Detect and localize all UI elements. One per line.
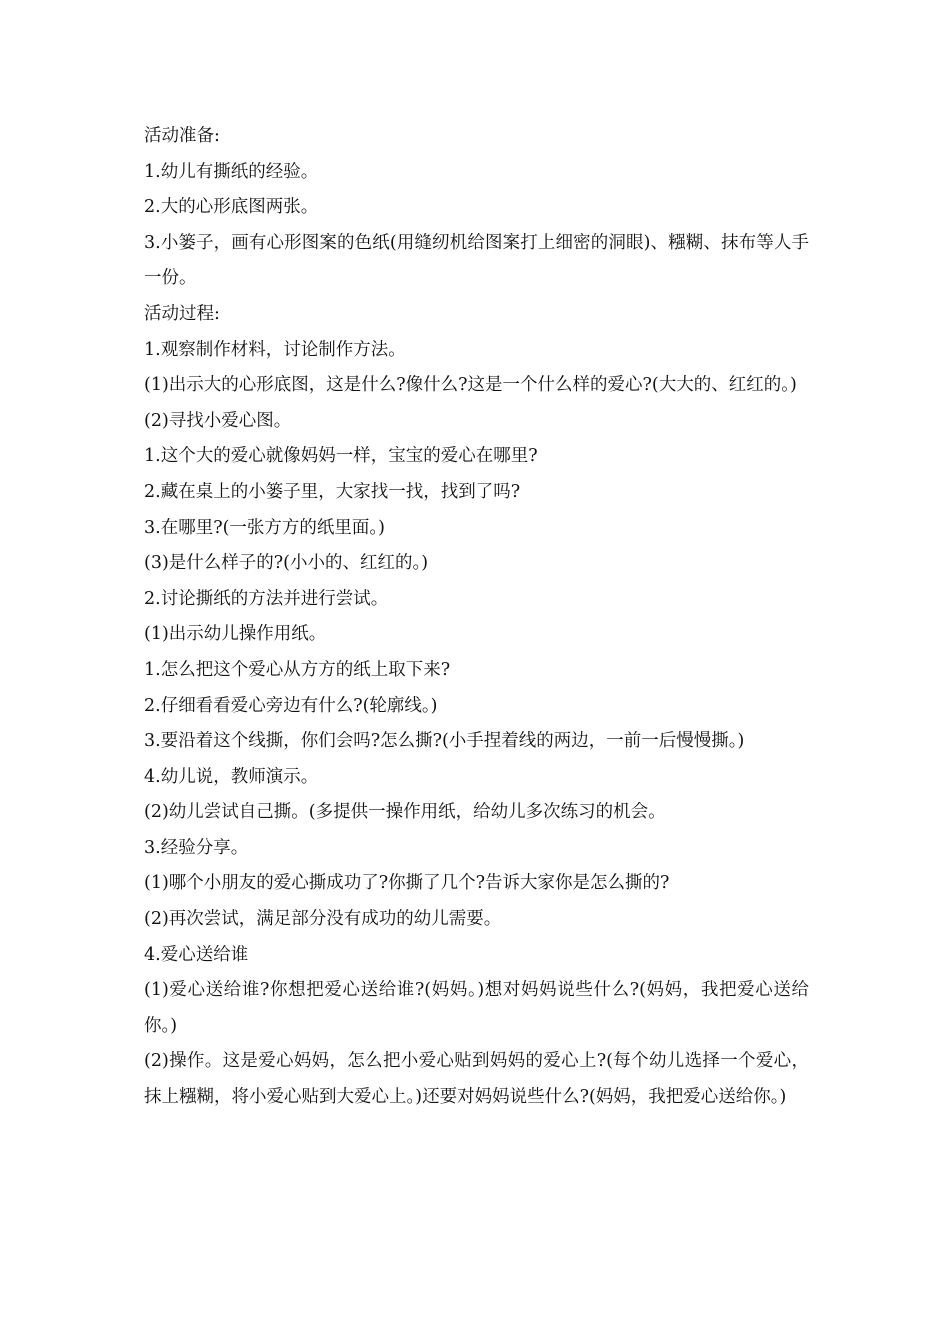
paragraph: (1)哪个小朋友的爱心撕成功了?你撕了几个?告诉大家你是怎么撕的? bbox=[144, 873, 670, 894]
paragraph: 1.幼儿有撕纸的经验。 bbox=[144, 161, 319, 182]
paragraph: 1.观察制作材料，讨论制作方法。 bbox=[144, 339, 406, 360]
paragraph: 1.这个大的爱心就像妈妈一样，宝宝的爱心在哪里? bbox=[144, 446, 538, 467]
paragraph: (1)出示大的心形底图，这是什么?像什么?这是一个什么样的爱心?(大大的、红红的。) bbox=[144, 375, 797, 396]
paragraph: 2.仔细看看爱心旁边有什么?(轮廓线。) bbox=[144, 695, 438, 716]
paragraph: 4.爱心送给谁 bbox=[144, 944, 249, 965]
paragraph: 3.要沿着这个线撕，你们会吗?怎么撕?(小手捏着线的两边，一前一后慢慢撕。) bbox=[144, 731, 745, 752]
document-body bbox=[144, 119, 809, 1116]
paragraph: (2)寻找小爱心图。 bbox=[144, 410, 292, 431]
paragraph: 2.讨论撕纸的方法并进行尝试。 bbox=[144, 588, 389, 609]
paragraph: 3.经验分享。 bbox=[144, 837, 249, 858]
paragraph: 3.在哪里?(一张方方的纸里面。) bbox=[144, 517, 385, 538]
paragraph: (1)出示幼儿操作用纸。 bbox=[144, 624, 327, 645]
paragraph: 2.藏在桌上的小篓子里，大家找一找，找到了吗? bbox=[144, 481, 521, 502]
section-heading-process: 活动过程: bbox=[144, 303, 220, 324]
paragraph: (1)爱心送给谁?你想把爱心送给谁?(妈妈。)想对妈妈说些什么?(妈妈，我把爱心送给你。) bbox=[144, 980, 809, 1036]
paragraph: (2)幼儿尝试自己撕。(多提供一操作用纸，给幼儿多次练习的机会。 bbox=[144, 802, 666, 823]
paragraph: 2.大的心形底图两张。 bbox=[144, 197, 319, 218]
paragraph: (2)再次尝试，满足部分没有成功的幼儿需要。 bbox=[144, 909, 502, 930]
paragraph: 1.怎么把这个爱心从方方的纸上取下来? bbox=[144, 659, 451, 680]
paragraph: (2)操作。这是爱心妈妈，怎么把小爱心贴到妈妈的爱心上?(每个幼儿选择一个爱心，抹上糨糊，将小爱心贴到大爱心上。)还要对妈妈说些什么?(妈妈，我把爱心送给你。) bbox=[144, 1051, 809, 1108]
paragraph: 4.幼儿说，教师演示。 bbox=[144, 766, 319, 787]
paragraph: 3.小篓子，画有心形图案的色纸(用缝纫机给图案打上细密的洞眼)、糨糊、抹布等人手一份。 bbox=[144, 232, 809, 289]
section-heading-preparation: 活动准备: bbox=[144, 126, 220, 146]
paragraph: (3)是什么样子的?(小小的、红红的。) bbox=[144, 553, 429, 574]
